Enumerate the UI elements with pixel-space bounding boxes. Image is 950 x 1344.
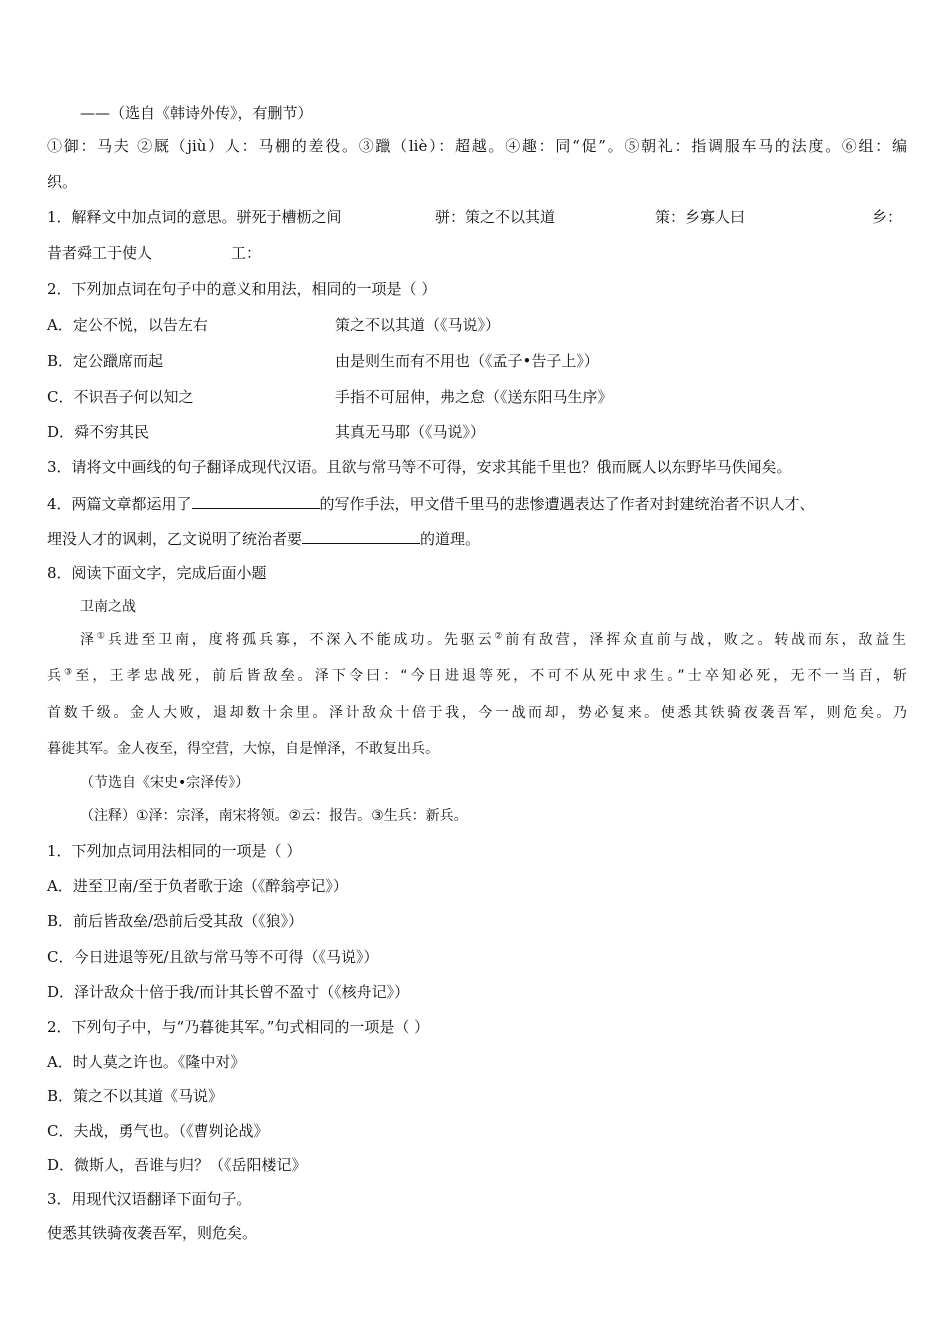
question-2-option-d	[47, 421, 907, 441]
question-2-stem: 2．下列加点词在句子中的意义和用法，相同的一项是（ ）	[47, 280, 437, 298]
passage-text: 至，王孝忠战死，前后皆敌垒。泽下令曰：“今日进退等死，不可不从死中求生。”士卒知必死，无不一当百，斩	[75, 668, 907, 684]
question-4-part-1: 4．两篇文章都运用了	[47, 495, 192, 513]
question-1-lead: 1．解释文中加点词的意思。骈死于槽枥之间	[47, 208, 342, 226]
section-8-question-1-option-b: B．前后皆敌垒/恐前后受其敌（《狼》）	[47, 912, 304, 930]
option-d-left: D．舜不穷其民	[47, 423, 150, 441]
question-4-line-2	[47, 528, 907, 548]
question-2-option-a	[47, 314, 907, 334]
option-c-right: 手指不可屈伸，弗之怠（《送东阳马生序》	[335, 388, 613, 406]
question-2-option-c	[47, 386, 907, 406]
question-4-part-2: 的写作手法，甲文借千里马的悲惨遭遇表达了作者对封建统治者不识人才、	[319, 495, 815, 513]
section-8-question-3-sentence: 使悉其铁骑夜袭吾军，则危矣。	[47, 1224, 258, 1242]
question-1-line-2-text: 昔者舜工于使人	[47, 244, 153, 262]
question-4-part-4: 的道理。	[420, 530, 481, 548]
footnotes-line-2: 织。	[47, 173, 78, 191]
footnote-marker: ①	[96, 631, 108, 642]
answer-blank-1[interactable]	[192, 493, 320, 509]
question-1-term-4: 工：	[231, 244, 262, 262]
option-b-right: 由是则生而有不用也（《孟子•告子上》）	[335, 352, 599, 370]
passage-line-3: 首数千级。金人大败，退却数十余里。泽计敌众十倍于我，今一战而却，势必复来。使悉其铁骑夜袭吾军，则危矣。乃	[47, 705, 907, 721]
option-d-right: 其真无马耶（《马说》）	[335, 423, 486, 441]
question-1	[47, 207, 907, 227]
footnotes-line-1: ①御：马夫 ②厩（jiù）人：马棚的差役。③躐（liè）：超越。④趣：同“促”。⑤朝礼：指调服车马的法度。⑥组：编	[47, 137, 907, 155]
question-2-option-b	[47, 350, 907, 370]
passage-line-2	[47, 666, 907, 686]
passage-text: 兵进至卫南，度将孤兵寡，不深入不能成功。先驱云	[107, 632, 495, 648]
passage-line-4: 暮徙其军。金人夜至，得空营，大惊，自是惮泽，不敢复出兵。	[47, 741, 439, 757]
section-8-question-1-stem: 1．下列加点词用法相同的一项是（ ）	[47, 842, 302, 860]
footnote-marker: ②	[494, 631, 506, 642]
answer-blank-2[interactable]	[302, 528, 420, 544]
section-8-heading: 8．阅读下面文字，完成后面小题	[47, 564, 267, 582]
passage-text: 泽	[80, 632, 97, 648]
source-line: ——（选自《韩诗外传》，有删节）	[80, 104, 313, 122]
option-a-right: 策之不以其道（《马说》）	[335, 316, 501, 334]
section-8-question-1-option-c: C．今日进退等死/且欲与常马等不可得（《马说》）	[47, 948, 379, 966]
question-4-line-1	[47, 493, 907, 513]
option-b-left: B．定公躐席而起	[47, 352, 164, 370]
section-8-question-1-option-a: A．进至卫南/至于负者歌于途（《醉翁亭记》）	[47, 877, 348, 895]
passage-text: 兵	[47, 668, 65, 684]
option-c-left: C．不识吾子何以知之	[47, 388, 194, 406]
option-a-left: A．定公不悦，以告左右	[47, 316, 208, 334]
footnote-marker: ③	[64, 667, 76, 678]
passage-line-1	[80, 630, 906, 650]
passage-title: 卫南之战	[80, 599, 136, 615]
question-1-term-3: 乡：	[872, 208, 903, 226]
question-1-term-1: 骈：策之不以其道	[435, 208, 556, 226]
question-1-line-2	[47, 243, 907, 263]
question-1-term-2: 策：乡寡人曰	[655, 208, 746, 226]
section-8-question-2-option-c: C．夫战，勇气也。（《曹刿论战》	[47, 1122, 269, 1140]
question-4-part-3: 埋没人才的讽刺，乙文说明了统治者要	[47, 530, 303, 548]
section-8-question-2-option-b: B．策之不以其道《马说》	[47, 1087, 224, 1105]
section-8-question-2-stem: 2．下列句子中，与“乃暮徙其军。”句式相同的一项是（ ）	[47, 1018, 430, 1036]
section-8-question-2-option-a: A．时人莫之许也。《隆中对》	[47, 1053, 246, 1071]
question-3: 3．请将文中画线的句子翻译成现代汉语。且欲与常马等不可得，安求其能千里也？俄而厩人以东野毕马佚闻矣。	[47, 458, 792, 476]
passage-notes: （注释）①泽：宗泽，南宋将领。②云：报告。③生兵：新兵。	[80, 808, 468, 824]
section-8-question-1-option-d: D．泽计敌众十倍于我/而计其长曾不盈寸（《核舟记》）	[47, 983, 410, 1001]
section-8-question-2-option-d: D．微斯人，吾谁与归？（《岳阳楼记》	[47, 1156, 307, 1174]
passage-text: 前有敌营，泽挥众直前与战，败之。转战而东，敌益生	[505, 632, 907, 648]
passage-source: （节选自《宋史•宗泽传》）	[80, 775, 250, 791]
section-8-question-3-stem: 3．用现代汉语翻译下面句子。	[47, 1190, 252, 1208]
